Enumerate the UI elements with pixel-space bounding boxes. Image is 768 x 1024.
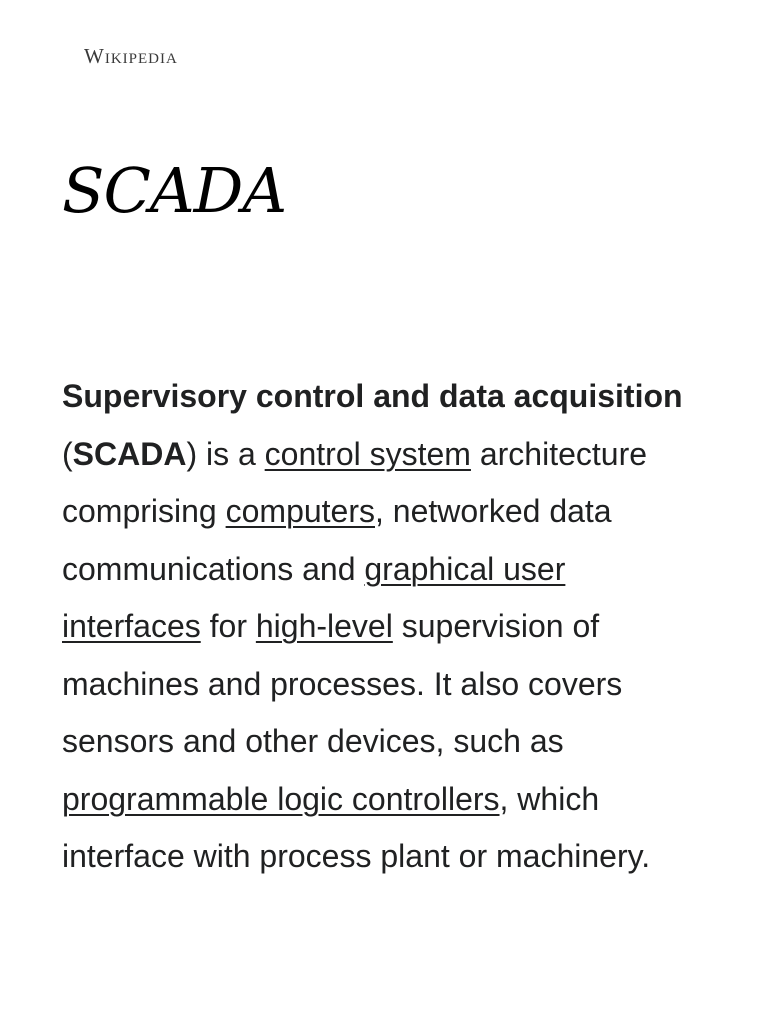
paren-open: ( (62, 435, 73, 472)
lead-text-4: for (200, 608, 256, 644)
lead-text-3: , networked data communications and (62, 493, 612, 587)
link-control-system[interactable]: control system (264, 435, 471, 472)
wikipedia-wordmark[interactable]: Wikipedia (84, 44, 178, 68)
lead-text-1: ) is a (186, 435, 265, 472)
link-graphical-user-interfaces[interactable]: graphical user interfaces (62, 550, 566, 644)
lead-text-2: architecture comprising (62, 435, 648, 529)
link-computers[interactable]: computers (225, 493, 375, 529)
page-title: SCADA (62, 154, 287, 227)
lead-paragraph (62, 368, 702, 886)
lead-text-6: , which interface with process plant or machinery. (62, 780, 651, 874)
lead-text-5: supervision of machines and processes. It also covers sensors and other devices, such as (62, 608, 623, 759)
link-programmable-logic-controllers[interactable]: programmable logic controllers (62, 780, 500, 817)
term-full: Supervisory control and data acquisition (62, 378, 683, 414)
link-high-level[interactable]: high-level (255, 608, 393, 644)
term-abbr: SCADA (72, 435, 187, 472)
